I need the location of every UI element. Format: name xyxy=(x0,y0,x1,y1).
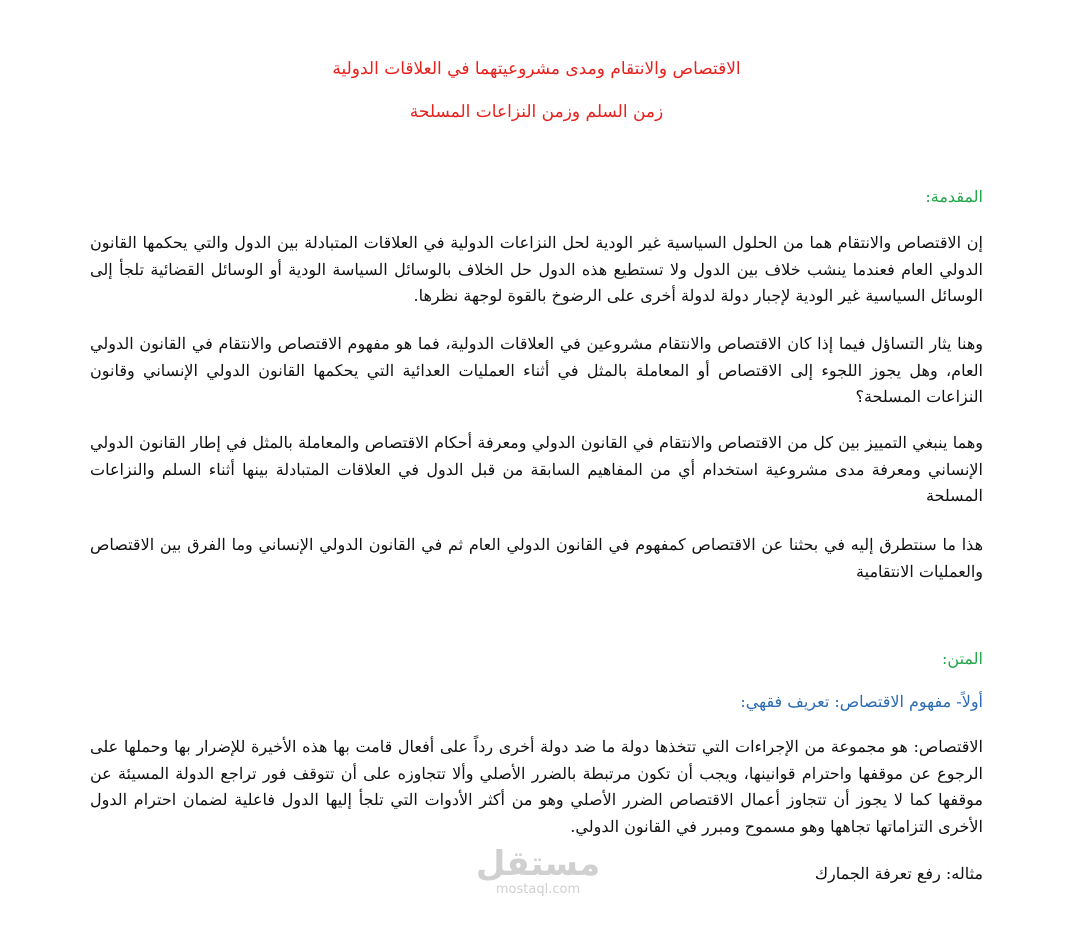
intro-paragraph-4: هذا ما سنتطرق إليه في بحثنا عن الاقتصاص كمفهوم في القانون الدولي العام ثم في القانون الدولي الإنساني وما الفرق بين الاقتصاص والعمليات الانتقامية xyxy=(90,535,983,581)
watermark-logo: مستقل xyxy=(475,844,601,884)
intro-paragraph-1: إن الاقتصاص والانتقام هما من الحلول السياسية غير الودية لحل النزاعات الدولية في العلاقات المتبادلة بين الدول والتي يحكمها القانون الدولي العام فعندما ينشب خلاف بين الدول ولا تستطيع هذه الدول حل الخلاف بالوسائل السياسة الودية أو الوسائل القضائية تلجأ إلى الوسائل السياسية غير الودية لإجبار دولة لدولة أخرى على الرضوخ بالقوة لوجهة نظرها. xyxy=(90,233,983,306)
intro-paragraph-2: وهنا يثار التساؤل فيما إذا كان الاقتصاص والانتقام مشروعين في العلاقات الدولية، فما هو مفهوم الاقتصاص والانتقام في القانون الدولي العام، وهل يجوز اللجوء إلى الاقتصاص أو المعاملة بالمثل في أثناء العمليات العدائية التي يحكمها القانون الدولي الإنساني وقانون النزاعات المسلحة؟ xyxy=(90,334,983,407)
document-subtitle: زمن السلم وزمن النزاعات المسلحة xyxy=(409,102,664,122)
definition-paragraph: الاقتصاص: هو مجموعة من الإجراءات التي تتخذها دولة ما ضد دولة أخرى رداً على أفعال قامت بها هذه الأخيرة للإضرار بها وحملها على الرجوع عن موقفها واحترام قوانينها، ويجب أن تكون مرتبطة بالضرر الأصلي وألا تتجاوزه على أن تتوقف فور تراجع الدولة المسيئة عن موقفها كما لا يجوز أن تتجاوز أعمال الاقتصاص الضرر الأصلي وهو من أكثر الأدوات التي تلجأ إليها الدول فاعلية لضمان احترام الدول الأخرى التزاماتها تجاهها وهو مسموح ومبرر في القانون الدولي. xyxy=(90,737,983,836)
watermark xyxy=(468,845,608,897)
body-heading: المتن: xyxy=(942,649,983,668)
section-subheading: أولاً- مفهوم الاقتصاص: تعريف فقهي: xyxy=(740,692,983,711)
intro-heading: المقدمة: xyxy=(925,187,983,206)
document-title: الاقتصاص والانتقام ومدى مشروعيتهما في العلاقات الدولية xyxy=(332,59,741,79)
document-page xyxy=(90,0,983,926)
watermark-url: mostaql.com xyxy=(495,882,581,897)
intro-paragraph-3: وهما ينبغي التمييز بين كل من الاقتصاص والانتقام في القانون الدولي ومعرفة أحكام الاقتصاص والمعاملة بالمثل في إطار القانون الدولي الإنساني ومعرفة مدى مشروعية استخدام أي من المفاهيم السابقة من قبل الدول في العلاقات المتبادلة بينها أثناء السلم والنزاعات المسلحة xyxy=(90,433,983,506)
example-line: مثاله: رفع تعرفة الجمارك xyxy=(814,864,983,883)
